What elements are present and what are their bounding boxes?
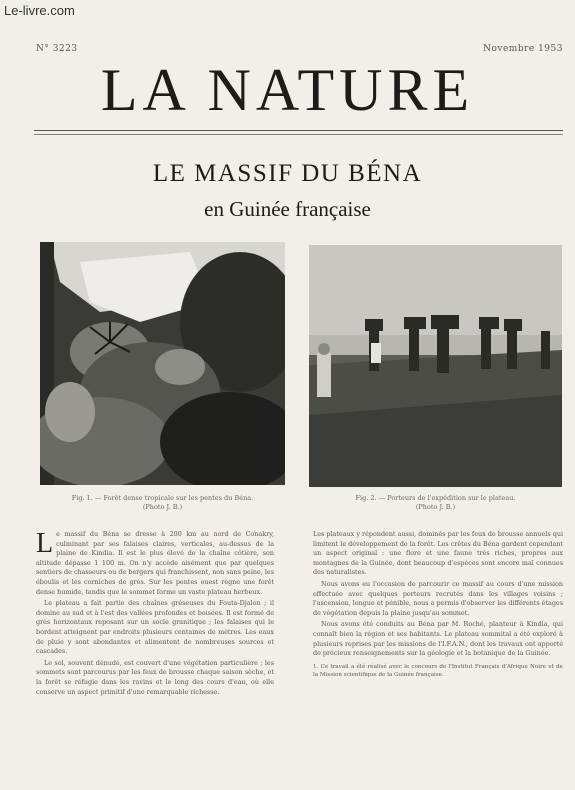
paragraph: Les plateaux y répondent aussi, dominés par les feux de brousse annuels qui limitent le développement de la forêt. Les crêtes du Béna gardent cependant un aspect original : une flore et une faune très riches, propres aux montagnes de la Guinée, dont beaucoup d'espèces sont encore mal connues des naturalistes. — [313, 530, 563, 577]
paragraph: Le plateau a fait partie des chaînes gréseuses du Fouta-Djalon ; il domine au sud et à l'est des vallées profondes et boisées. Il est formé de grès horizontaux reposant sur un socle granitique ; les falaises qui le bordent atteignent par endroits plusieurs centaines de mètres. Les eaux de pluie y sont abondantes et alimentent de nombreuses sources et cascades. — [36, 599, 274, 656]
article-subtitle: en Guinée française — [204, 197, 371, 221]
paragraph: e massif du Béna se dresse à 200 km au nord de Conakry, culminant par ses falaises claires, verticales, au-dessus de la plaine de Kindia. Il est le plus élevé de la chaîne côtière, son altitude dépasse 1 100 m. On n'y accède aisément que par quelques sentiers de chasseurs ou de bergers qui franchissent, non sans peine, les éboulis et les corniches de grès. Sur les pentes ouest règne une forêt dense humide, tandis que le sommet forme un vaste plateau herbeux. — [36, 530, 274, 596]
figure-2-caption — [309, 494, 562, 512]
paragraph: Le sol, souvent dénudé, est couvert d'une végétation particulière ; les sommets sont parcourus par les feux de brousse chaque saison sèche, et la forêt se réfugie dans les ravins et le long des cours d'eau, où elle conserve un aspect primitif d'une remarquable richesse. — [36, 658, 274, 696]
masthead: LA NATURE — [100, 57, 475, 123]
site-watermark: Le-livre.com — [4, 3, 75, 18]
masthead-rule-thin — [34, 134, 563, 135]
article-title: LE MASSIF DU BÉNA — [152, 160, 423, 187]
figure-2-caption-text: Fig. 2. — Porteurs de l'expédition sur le plateau. — [355, 494, 516, 502]
figure-2-credit: (Photo J. B.) — [415, 503, 456, 511]
body-column-left — [36, 530, 274, 788]
masthead-rule — [34, 130, 563, 131]
paragraph: Nous avons été conduits au Béna par M. Roché, planteur à Kindia, qui connaît bien la région et ses habitants. Le plateau sommital a été exploré à plusieurs reprises par les missions de l'I.F.A.N., dont les travaux ont apporté de précieux renseignements sur la géologie et la botanique de la Guinée. — [313, 620, 563, 658]
forest-photo — [40, 242, 285, 485]
drop-cap: L — [36, 530, 54, 559]
paragraph: Nous avons eu l'occasion de parcourir ce massif au cours d'une mission effectuée avec quelques porteurs recrutés dans les villages voisins ; l'ascension, longue et pénible, nous a permis d'observer les différents étages de végétation depuis la plaine jusqu'au sommet. — [313, 579, 563, 617]
body-column-right — [313, 530, 563, 788]
figure-1-credit: (Photo J. B.) — [142, 503, 183, 511]
figure-1-caption-text: Fig. 1. — Forêt dense tropicale sur les pentes du Béna. — [71, 494, 254, 502]
issue-date: Novembre 1953 — [483, 44, 563, 54]
footnote: 1. Ce travail a été réalisé avec le concours de l'Institut Français d'Afrique Noire et de la Mission scientifique de la Guinée française. — [313, 663, 563, 678]
issue-number: N° 3223 — [36, 44, 78, 54]
porters-photo — [309, 245, 562, 487]
figure-1-caption — [40, 494, 285, 512]
